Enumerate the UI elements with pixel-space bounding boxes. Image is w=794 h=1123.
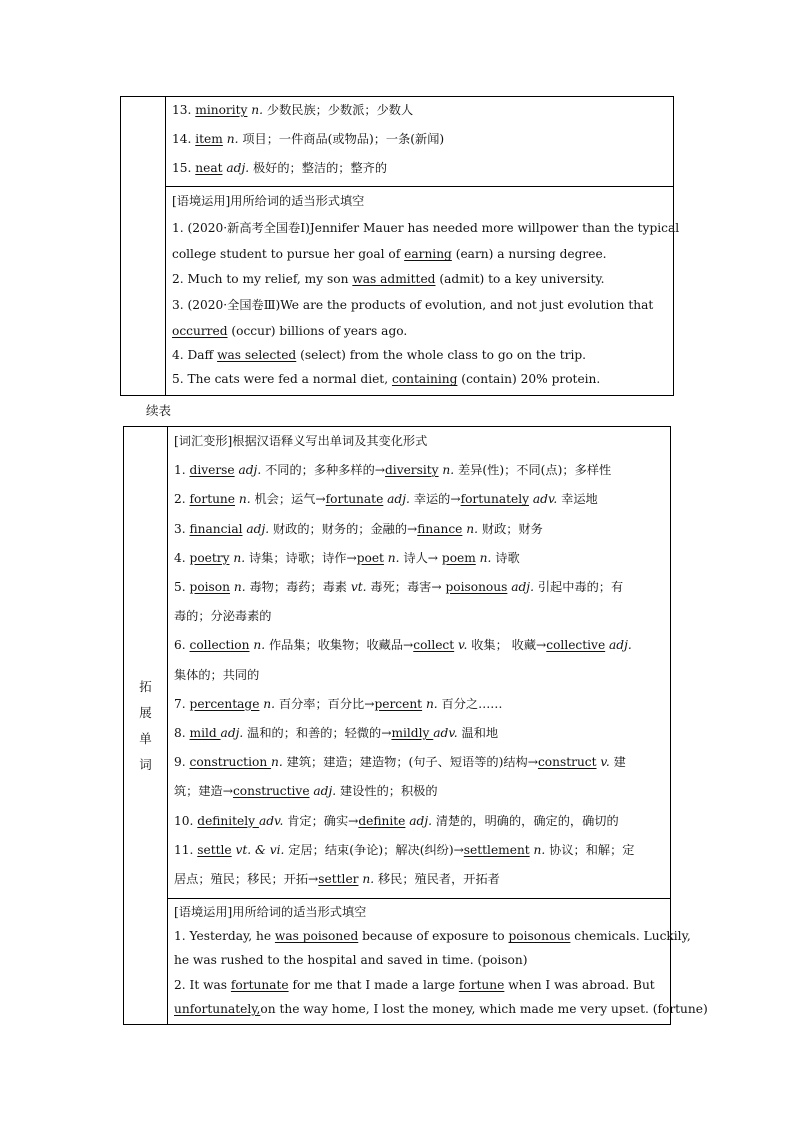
text-segment: 诗歌 bbox=[491, 550, 520, 565]
part-of-speech: n. bbox=[462, 521, 479, 536]
part-of-speech: adj. bbox=[383, 492, 410, 507]
text-segment: on the way home, I lost the money, which made me very upset. (fortune) bbox=[260, 1001, 708, 1016]
exercise-section bbox=[168, 899, 708, 1016]
exercise-line bbox=[172, 373, 667, 385]
answer-blank: settlement bbox=[463, 842, 530, 857]
vocabulary-table-part-2 bbox=[123, 426, 708, 1025]
text-segment: 5. bbox=[174, 580, 190, 595]
part-of-speech: n. bbox=[529, 842, 546, 857]
answer-blank: constructive bbox=[232, 784, 310, 799]
continued-label: 续表 bbox=[146, 403, 172, 418]
part-of-speech: n. bbox=[358, 872, 375, 887]
vocab-line bbox=[174, 493, 664, 505]
section-title: [词汇变形]根据汉语释义写出单词及其变化形式 bbox=[174, 434, 428, 448]
part-of-speech: adv. bbox=[529, 492, 558, 507]
answer-blank: neat bbox=[195, 161, 223, 176]
text-segment: (contain) 20% protein. bbox=[457, 372, 601, 387]
part-of-speech: n. bbox=[230, 580, 246, 595]
exercise-line bbox=[174, 1001, 708, 1016]
text-segment: 定居；结束(争论)；解决(纠纷)→ bbox=[284, 842, 464, 857]
answer-blank: minority bbox=[195, 103, 248, 117]
text-segment: because of exposure to bbox=[358, 929, 509, 944]
answer-blank: occurred bbox=[172, 324, 228, 339]
section-title: [语境运用]用所给词的适当形式填空 bbox=[174, 905, 367, 919]
text-segment: 温和地 bbox=[457, 726, 499, 741]
part-of-speech: adj. bbox=[220, 726, 244, 741]
answer-blank: item bbox=[195, 132, 223, 147]
part-of-speech: n. bbox=[235, 492, 251, 507]
answer-blank: poisonous bbox=[445, 580, 508, 595]
vocab-line bbox=[174, 581, 664, 593]
answer-blank: settle bbox=[197, 842, 232, 857]
answer-blank: mildly bbox=[391, 726, 434, 741]
answer-blank: percentage bbox=[189, 696, 260, 711]
text-segment: 协议；和解；定 bbox=[545, 842, 635, 857]
text-segment: 机会；运气→ bbox=[250, 492, 326, 507]
text-segment: chemicals. Luckily, bbox=[570, 929, 691, 944]
vocab-line bbox=[172, 104, 667, 116]
answer-blank: definitely bbox=[197, 813, 259, 828]
side-cell-empty bbox=[121, 97, 166, 395]
text-segment: 10. bbox=[174, 813, 198, 828]
answer-blank: definite bbox=[358, 813, 406, 828]
text-segment: 少数民族；少数派；少数人 bbox=[263, 103, 414, 117]
text-segment: 建 bbox=[609, 755, 626, 770]
text-segment: 15. bbox=[172, 161, 196, 176]
text-segment: 筑；建造→ bbox=[174, 784, 233, 799]
answer-blank: fortune bbox=[458, 977, 505, 992]
text-segment: (select) from the whole class to go on the trip. bbox=[296, 348, 587, 363]
text-segment: he was rushed to the hospital and saved in time. (poison) bbox=[174, 953, 528, 968]
vocab-section bbox=[168, 427, 670, 899]
exercise-line bbox=[172, 273, 667, 285]
side-cell bbox=[124, 427, 168, 1024]
text-segment: 引起中毒的；有 bbox=[533, 580, 624, 595]
text-segment: 4. Daff bbox=[172, 348, 218, 363]
part-of-speech: n. bbox=[247, 103, 264, 117]
text-segment: 财政的；财务的；金融的→ bbox=[269, 521, 418, 536]
answer-blank: construct bbox=[537, 755, 597, 770]
part-of-speech: adv. bbox=[258, 813, 284, 828]
part-of-speech: n. bbox=[222, 132, 239, 147]
answer-blank: fortunate bbox=[325, 492, 384, 507]
text-segment: 7. bbox=[174, 696, 190, 711]
vocab-line bbox=[174, 610, 664, 622]
answer-blank: was admitted bbox=[352, 271, 436, 286]
vocab-line bbox=[174, 873, 664, 885]
answer-blank: earning bbox=[404, 247, 452, 262]
exercise-line bbox=[174, 954, 664, 966]
part-of-speech: n. bbox=[438, 463, 455, 478]
text-segment: 14. bbox=[172, 132, 196, 147]
part-of-speech: n. bbox=[249, 638, 266, 653]
answer-blank: finance bbox=[417, 521, 463, 536]
text-segment: 11. bbox=[174, 842, 198, 857]
answer-blank: fortunate bbox=[230, 977, 289, 992]
vocab-line bbox=[172, 162, 667, 174]
part-of-speech: n. bbox=[259, 696, 276, 711]
text-segment: college student to pursue her goal of bbox=[172, 247, 405, 262]
answer-blank: financial bbox=[189, 521, 243, 536]
vocab-line bbox=[174, 844, 664, 856]
part-of-speech: adj. bbox=[405, 813, 432, 828]
answer-blank: fortune bbox=[189, 492, 235, 507]
text-segment: 8. bbox=[174, 726, 190, 741]
answer-blank: poison bbox=[189, 580, 230, 595]
text-segment: 毒死；毒害→ bbox=[366, 580, 446, 595]
answer-blank: poisonous bbox=[508, 929, 571, 944]
answer-blank: collective bbox=[546, 638, 606, 653]
part-of-speech: adj. bbox=[309, 784, 337, 799]
text-segment: 百分之…… bbox=[437, 696, 503, 711]
text-segment: 2. Much to my relief, my son bbox=[172, 271, 353, 286]
section-title: [语境运用]用所给词的适当形式填空 bbox=[172, 194, 365, 208]
exercise-line bbox=[174, 979, 664, 991]
part-of-speech: vt. & vi. bbox=[231, 842, 285, 857]
text-segment: when I was abroad. But bbox=[504, 977, 655, 992]
answer-blank: mild bbox=[189, 726, 221, 741]
text-segment: (occur) billions of years ago. bbox=[227, 324, 408, 339]
text-segment: 毒的；分泌毒素的 bbox=[174, 609, 272, 624]
part-of-speech: adj. bbox=[242, 521, 270, 536]
vocab-line bbox=[174, 552, 664, 564]
text-segment: 温和的；和善的；轻微的→ bbox=[243, 726, 392, 741]
part-of-speech: v. bbox=[596, 755, 610, 770]
part-of-speech: adj. bbox=[605, 638, 632, 653]
text-segment: 3. (2020·全国卷Ⅲ)We are the products of evolution, and not just evolution that bbox=[172, 297, 654, 312]
text-segment: 幸运地 bbox=[557, 492, 598, 507]
answer-blank: percent bbox=[374, 696, 423, 711]
text-segment: 9. bbox=[174, 755, 190, 770]
side-label-char: 词 bbox=[139, 756, 152, 772]
vocab-line bbox=[174, 464, 664, 476]
answer-blank: was selected bbox=[217, 348, 297, 363]
text-segment: 集体的；共同的 bbox=[174, 667, 260, 682]
text-segment: 建筑；建造；建造物；(句子、短语等的)结构→ bbox=[282, 755, 538, 770]
vocab-line bbox=[174, 639, 664, 651]
vocab-line bbox=[174, 727, 664, 739]
text-segment: 6. bbox=[174, 638, 190, 653]
part-of-speech: adj. bbox=[222, 161, 250, 176]
exercise-section bbox=[166, 187, 680, 387]
side-label-char: 单 bbox=[139, 730, 152, 746]
text-segment: 2. bbox=[174, 492, 190, 507]
answer-blank: poetry bbox=[189, 550, 230, 565]
vocab-line bbox=[172, 133, 667, 145]
part-of-speech: adj. bbox=[234, 463, 262, 478]
text-segment: 建设性的；积极的 bbox=[336, 784, 438, 799]
text-segment: for me that I made a large bbox=[288, 977, 459, 992]
text-segment: 1. bbox=[174, 463, 190, 478]
part-of-speech: n. bbox=[229, 550, 246, 565]
answer-blank: construction bbox=[189, 755, 272, 770]
text-segment: 4. bbox=[174, 550, 190, 565]
exercise-line bbox=[172, 325, 667, 337]
text-segment: 居点；殖民；移民；开拓→ bbox=[174, 872, 319, 887]
exercise-line bbox=[172, 221, 680, 236]
answer-blank: containing bbox=[391, 372, 458, 387]
exercise-line bbox=[174, 929, 691, 944]
answer-blank: collection bbox=[189, 638, 250, 653]
exercise-line bbox=[172, 248, 667, 260]
text-segment: 诗集；诗歌；诗作→ bbox=[245, 550, 357, 565]
text-segment: 差异(性)；不同(点)；多样性 bbox=[454, 463, 612, 478]
text-segment: 1. (2020·新高考全国卷Ⅰ)Jennifer Mauer has needed more willpower than the typical bbox=[172, 221, 680, 236]
text-segment: 5. The cats were fed a normal diet, bbox=[172, 372, 392, 387]
text-segment: 13. bbox=[172, 103, 196, 117]
text-segment: 作品集；收集物；收藏品→ bbox=[265, 638, 414, 653]
answer-blank: poem bbox=[441, 550, 476, 565]
text-segment: (admit) to a key university. bbox=[435, 271, 605, 286]
vocab-line bbox=[174, 698, 664, 710]
exercise-line bbox=[172, 349, 667, 361]
part-of-speech: n. bbox=[475, 550, 492, 565]
text-segment: 清楚的，明确的，确定的，确切的 bbox=[431, 813, 619, 828]
text-segment: 诗人→ bbox=[399, 550, 442, 565]
side-label-char: 展 bbox=[139, 704, 152, 720]
vocab-line bbox=[174, 756, 664, 768]
part-of-speech: adj. bbox=[507, 580, 534, 595]
answer-blank: unfortunately, bbox=[174, 1001, 261, 1016]
exercise-line bbox=[172, 299, 667, 311]
answer-blank: was poisoned bbox=[274, 929, 359, 944]
text-segment: 百分率；百分比→ bbox=[275, 696, 375, 711]
part-of-speech: n. bbox=[422, 696, 438, 711]
part-of-speech: n. bbox=[271, 755, 283, 770]
text-segment: 收集； 收藏→ bbox=[467, 638, 547, 653]
text-segment: 肯定；确实→ bbox=[283, 813, 359, 828]
vocab-section bbox=[166, 97, 673, 187]
answer-blank: settler bbox=[318, 872, 359, 887]
answer-blank: fortunately bbox=[460, 492, 529, 507]
text-segment: 移民；殖民者，开拓者 bbox=[374, 872, 500, 887]
part-of-speech: vt. bbox=[350, 580, 367, 595]
side-label-char: 拓 bbox=[139, 678, 152, 694]
text-segment: 毒物；毒药；毒素 bbox=[245, 580, 351, 595]
vocab-line bbox=[174, 815, 664, 827]
text-segment: 财政；财务 bbox=[478, 521, 543, 536]
vocabulary-table-part-1 bbox=[120, 96, 680, 396]
text-segment: 3. bbox=[174, 521, 190, 536]
text-segment: 1. Yesterday, he bbox=[174, 929, 275, 944]
side-label bbox=[124, 427, 167, 1024]
text-segment: (earn) a nursing degree. bbox=[451, 247, 607, 262]
text-segment: 项目；一件商品(或物品)；一条(新闻) bbox=[238, 132, 445, 147]
answer-blank: diversity bbox=[385, 463, 439, 478]
vocab-line bbox=[174, 785, 664, 797]
part-of-speech: v. bbox=[454, 638, 468, 653]
text-segment: 不同的；多种多样的→ bbox=[261, 463, 385, 478]
vocab-line bbox=[174, 523, 664, 535]
text-segment: 2. It was bbox=[174, 977, 231, 992]
part-of-speech: adv. bbox=[433, 726, 458, 741]
text-segment: 极好的；整洁的；整齐的 bbox=[249, 161, 388, 176]
vocab-line bbox=[174, 669, 664, 681]
answer-blank: diverse bbox=[189, 463, 235, 478]
text-segment: 幸运的→ bbox=[409, 492, 461, 507]
answer-blank: collect bbox=[413, 638, 455, 653]
part-of-speech: n. bbox=[383, 550, 400, 565]
answer-blank: poet bbox=[356, 550, 384, 565]
